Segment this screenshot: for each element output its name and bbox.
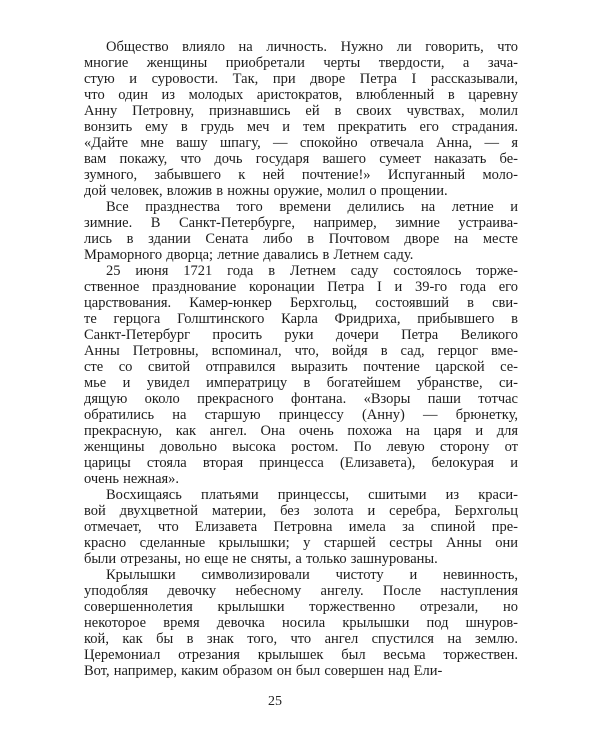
text-line: обратились на старшую принцессу (Анну) — брюнетку, (84, 407, 518, 423)
text-line: что один из молодых аристократов, влюбленный в царевну (84, 87, 518, 103)
text-line: сте со свитой отправился выразить почтение царской се- (84, 359, 518, 375)
text-line: те герцога Голштинского Карла Фридриха, прибывшего в (84, 311, 518, 327)
text-line: совершеннолетия крылышки торжественно отрезали, но (84, 599, 518, 615)
text-line: зимние. В Санкт-Петербурге, например, зимние устраива- (84, 215, 518, 231)
text-line: вонзить ему в грудь меч и тем прекратить его страдания. (84, 119, 518, 135)
text-line: Мраморного дворца; летние давались в Летнем саду. (84, 247, 414, 263)
text-line: Все празднества того времени делились на летние и (106, 199, 518, 215)
text-line: вой двухцветной материи, без золота и серебра, Берхгольц (84, 503, 518, 519)
text-line: кой, как бы в знак того, что ангел спустился на землю. (84, 631, 518, 647)
text-line: уподобляя девочку небесному ангелу. После наступления (84, 583, 518, 599)
text-line: Крылышки символизировали чистоту и невинность, (106, 567, 518, 583)
text-line: зумного, забывшего к ней почтение!» Испуганный моло- (84, 167, 518, 183)
text-line: 25 июня 1721 года в Летнем саду состоялось торже- (106, 263, 518, 279)
page-number: 25 (268, 694, 282, 709)
text-line: были отрезаны, но еще не сняты, а только зашнурованы. (84, 551, 438, 567)
text-line: очень нежная». (84, 471, 180, 487)
text-line: отмечает, что Елизавета Петровна имела за спиной пре- (84, 519, 518, 535)
text-line: некоторое время девочка носила крылышки под шнуров- (84, 615, 518, 631)
text-line: Анну Петровну, признавшись ей в своих чувствах, молил (84, 103, 518, 119)
text-line: царствования. Камер-юнкер Берхгольц, состоявший в сви- (84, 295, 518, 311)
text-line: вам покажу, что дочь государя вашего сумеет наказать бе- (84, 151, 518, 167)
text-line: Вот, например, каким образом он был совершен над Ели- (84, 663, 443, 679)
text-line: ственное празднование коронации Петра I и 39-го года его (84, 279, 518, 295)
text-line: Санкт-Петербург просить руки дочери Петра Великого (84, 327, 518, 343)
text-line: красно сделанные крылышки; у старшей сестры Анны они (84, 535, 518, 551)
text-line: прекрасную, как ангел. Она очень похожа на царя и для (84, 423, 518, 439)
text-line: Анны Петровны, вспоминал, что, войдя в сад, герцог вме- (84, 343, 518, 359)
text-block (84, 39, 518, 679)
text-line: дой человек, вложив в ножны оружие, молил о прощении. (84, 183, 448, 199)
text-line: женщины довольно высока ростом. По левую сторону от (84, 439, 518, 455)
text-line: Церемониал отрезания крылышек был весьма торжествен. (84, 647, 518, 663)
text-line: стую и суровости. Так, при дворе Петра I рассказывали, (84, 71, 518, 87)
text-line: «Дайте мне вашу шпагу, — спокойно отвечала Анна, — я (84, 135, 518, 151)
text-line: Общество влияло на личность. Нужно ли говорить, что (106, 39, 518, 55)
text-line: лись в здании Сената либо в Почтовом дворе на месте (84, 231, 518, 247)
text-line: мье и увидел императрицу в богатейшем убранстве, си- (84, 375, 518, 391)
text-line: Восхищаясь платьями принцессы, сшитыми из краси- (106, 487, 518, 503)
text-line: многие женщины приобретали черты твердости, а зача- (84, 55, 518, 71)
text-line: дящую около прекрасного фонтана. «Взоры паши тотчас (84, 391, 518, 407)
text-line: царицы стояла вторая принцесса (Елизавета), белокурая и (84, 455, 518, 471)
